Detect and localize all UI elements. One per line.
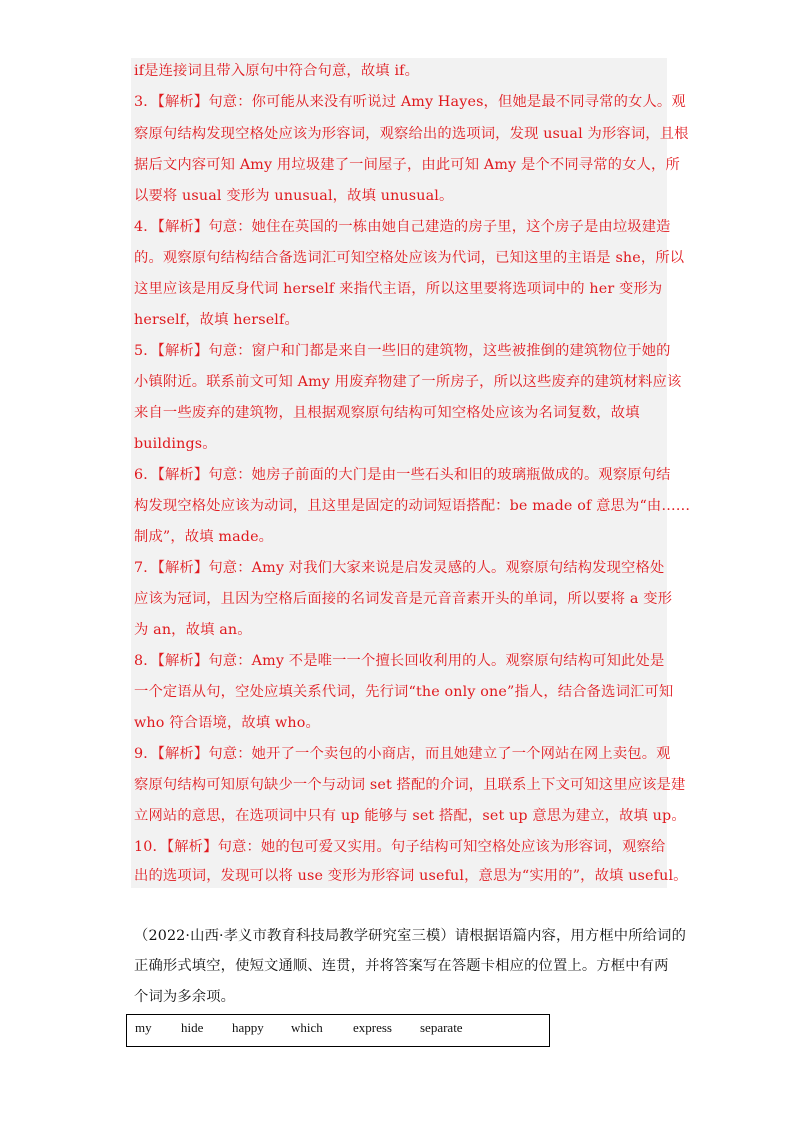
answer-line: 7．【解析】句意：Amy 对我们大家来说是启发灵感的人。观察原句结构发现空格处 xyxy=(134,560,665,576)
answer-line: 来自一些废弃的建筑物，且根据观察原句结构可知空格处应该为名词复数，故填 xyxy=(134,405,640,421)
word-box-item: my xyxy=(135,1020,152,1035)
answer-line: 为 an，故填 an。 xyxy=(134,622,252,638)
answer-line: if是连接词且带入原句中符合句意，故填 if。 xyxy=(134,63,420,79)
question-instruction-line: （2022·山西·孝义市教育科技局教学研究室三模）请根据语篇内容，用方框中所给词的 xyxy=(134,928,687,944)
answer-line: who 符合语境，故填 who。 xyxy=(134,715,320,731)
word-box-item: separate xyxy=(420,1020,463,1035)
answer-line: 据后文内容可知 Amy 用垃圾建了一间屋子，由此可知 Amy 是个不同寻常的女人，所 xyxy=(134,157,680,173)
word-box-item: which xyxy=(291,1020,323,1035)
answer-line: 的。观察原句结构结合备选词汇可知空格处应该为代词，已知这里的主语是 she，所以 xyxy=(134,250,685,266)
answer-line: 这里应该是用反身代词 herself 来指代主语，所以这里要将选项词中的 her 变形为 xyxy=(134,281,663,297)
answer-line: 构发现空格处应该为动词，且这里是固定的动词短语搭配：be made of 意思为“由…… xyxy=(134,498,691,514)
question-instruction-line: 个词为多余项。 xyxy=(134,989,236,1005)
answer-line: 应该为冠词，且因为空格后面接的名词发音是元音音素开头的单词，所以要将 a 变形 xyxy=(134,591,673,607)
word-box xyxy=(126,1014,550,1047)
word-box-item: hide xyxy=(181,1020,204,1035)
answer-line: 小镇附近。联系前文可知 Amy 用废弃物建了一所房子，所以这些废弃的建筑材料应该 xyxy=(134,374,682,390)
answer-line: herself，故填 herself。 xyxy=(134,312,299,328)
word-box-item: express xyxy=(353,1020,392,1035)
answer-line: 8．【解析】句意：Amy 不是唯一一个擅长回收利用的人。观察原句结构可知此处是 xyxy=(134,653,665,669)
answer-line: 以要将 usual 变形为 unusual，故填 unusual。 xyxy=(134,188,454,204)
answer-line: 4．【解析】句意：她住在英国的一栋由她自己建造的房子里，这个房子是由垃圾建造 xyxy=(134,219,671,235)
answer-line: 立网站的意思，在选项词中只有 up 能够与 set 搭配，set up 意思为建立，故填 up。 xyxy=(134,808,686,824)
answer-line: 出的选项词，发现可以将 use 变形为形容词 useful，意思为“实用的”，故填 useful。 xyxy=(134,868,688,884)
answer-line: 10．【解析】句意：她的包可爱又实用。句子结构可知空格处应该为形容词，观察给 xyxy=(134,839,666,855)
answer-line: buildings。 xyxy=(134,436,217,452)
answer-line: 9．【解析】句意：她开了一个卖包的小商店，而且她建立了一个网站在网上卖包。观 xyxy=(134,746,671,762)
answer-line: 3．【解析】句意：你可能从来没有听说过 Amy Hayes，但她是最不同寻常的女人。观 xyxy=(134,94,686,110)
word-box-item: happy xyxy=(232,1020,264,1035)
answer-line: 察原句结构发现空格处应该为形容词，观察给出的选项词，发现 usual 为形容词，且根 xyxy=(134,126,689,142)
answer-line: 5．【解析】句意：窗户和门都是来自一些旧的建筑物，这些被推倒的建筑物位于她的 xyxy=(134,343,671,359)
answer-line: 制成”，故填 made。 xyxy=(134,529,274,545)
answer-line: 6．【解析】句意：她房子前面的大门是由一些石头和旧的玻璃瓶做成的。观察原句结 xyxy=(134,467,671,483)
answer-line: 一个定语从句，空处应填关系代词，先行词“the only one”指人，结合备选词汇可知 xyxy=(134,684,674,700)
question-instruction-line: 正确形式填空，使短文通顺、连贯，并将答案写在答题卡相应的位置上。方框中有两 xyxy=(134,958,669,974)
answer-line: 察原句结构可知原句缺少一个与动词 set 搭配的介词，且联系上下文可知这里应该是建 xyxy=(134,777,686,793)
